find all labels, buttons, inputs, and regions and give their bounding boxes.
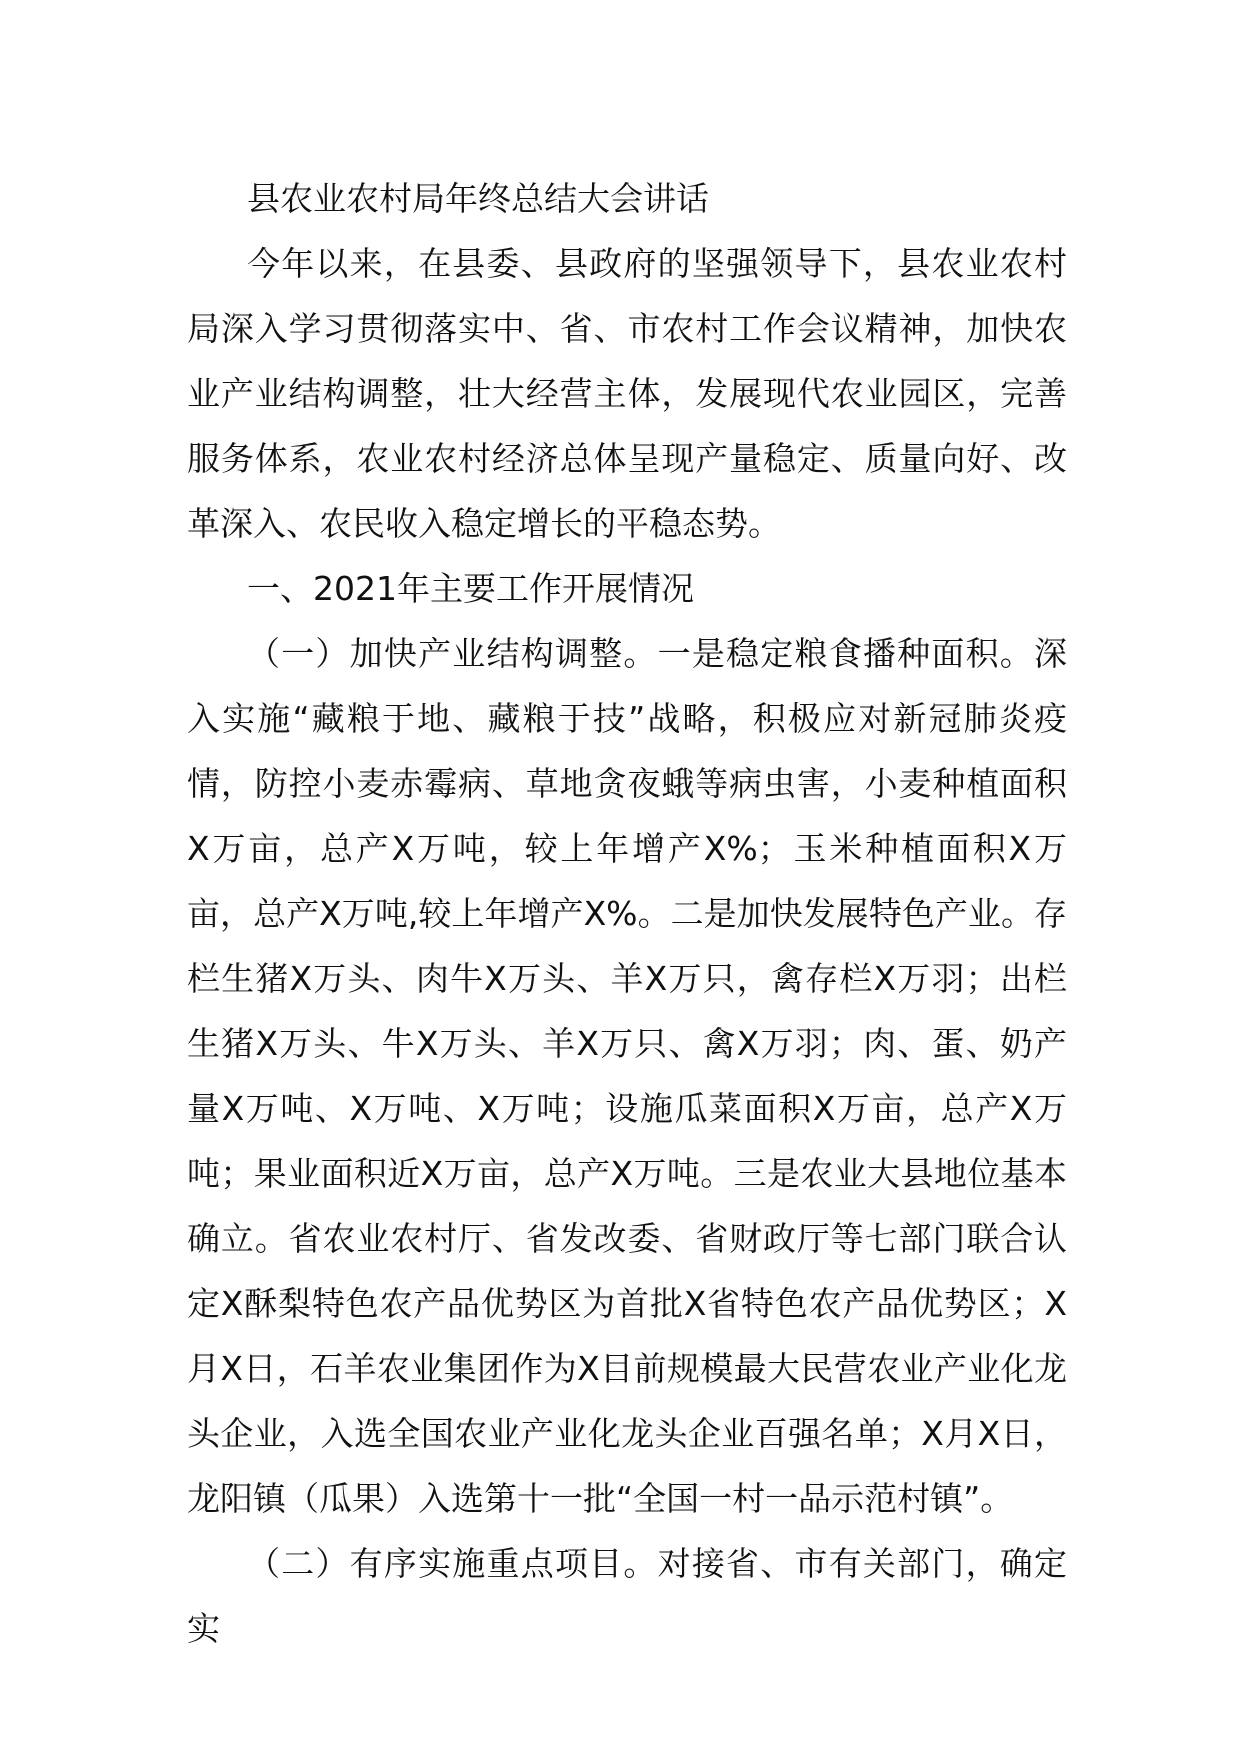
section-paragraph-1: （一）加快产业结构调整。一是稳定粮食播种面积。深入实施“藏粮于地、藏粮于技”战略，积极应对新冠肺炎疫情，防控小麦赤霉病、草地贪夜蛾等病虫害，小麦种植面积X万亩，总产X万吨，较上年增产X%；玉米种植面积X万亩，总产X万吨,较上年增产X%。二是加快发展特色产业。存栏生猪X万头、肉牛X万头、羊X万只，禽存栏X万羽；出栏生猪X万头、牛X万头、羊X万只、禽X万羽；肉、蛋、奶产量X万吨、X万吨、X万吨；设施瓜菜面积X万亩，总产X万吨；果业面积近X万亩，总产X万吨。三是农业大县地位基本确立。省农业农村厅、省发改委、省财政厅等七部门联合认定X酥梨特色农产品优势区为首批X省特色农产品优势区；X月X日，石羊农业集团作为X目前规模最大民营农业产业化龙头企业，入选全国农业产业化龙头企业百强名单；X月X日，龙阳镇（瓜果）入选第十一批“全国一村一品示范村镇”。 [187,634,1067,1518]
section-paragraph-2: （二）有序实施重点项目。对接省、市有关部门，确定实 [187,1544,1067,1648]
document-body [187,166,1067,1661]
section-heading: 一、2021年主要工作开展情况 [247,569,694,608]
intro-paragraph: 今年以来，在县委、县政府的坚强领导下，县农业农村局深入学习贯彻落实中、省、市农村工作会议精神，加快农业产业结构调整，壮大经营主体，发展现代农业园区，完善服务体系，农业农村经济总体呈现产量稳定、质量向好、改革深入、农民收入稳定增长的平稳态势。 [187,244,1067,543]
document-title: 县农业农村局年终总结大会讲话 [247,179,709,218]
